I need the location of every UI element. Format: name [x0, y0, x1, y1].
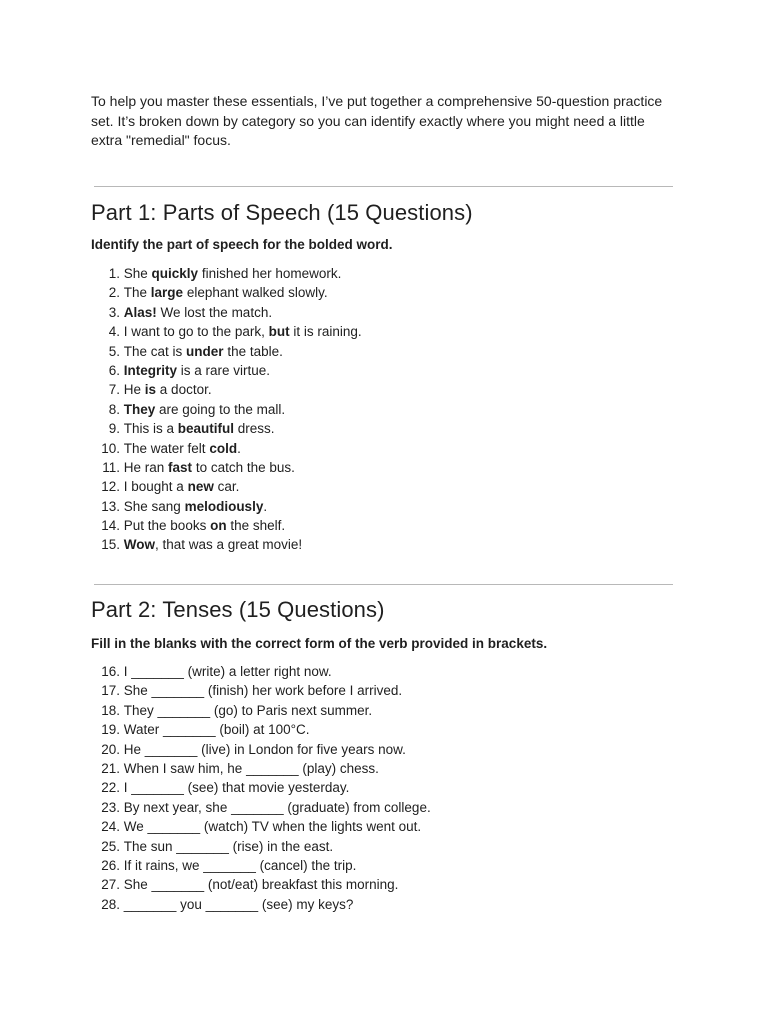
- question-text: She quickly finished her homework.: [123, 266, 342, 281]
- bolded-word: Integrity: [123, 362, 178, 378]
- question-number: 4.: [108, 324, 120, 340]
- list-item: [91, 380, 362, 399]
- question-text: Water _______ (boil) at 100°C.: [123, 722, 310, 738]
- list-item: [91, 778, 431, 797]
- section-divider: [94, 186, 673, 187]
- question-number: 3.: [108, 304, 120, 320]
- question-text: By next year, she _______ (graduate) from college.: [123, 799, 431, 815]
- list-item: [91, 458, 362, 477]
- question-number: 2.: [108, 285, 120, 301]
- question-text: I _______ (see) that movie yesterday.: [123, 780, 350, 796]
- list-item: [91, 477, 362, 496]
- list-item: [91, 681, 431, 700]
- question-number: 18.: [101, 702, 120, 718]
- part1-question-list: [91, 264, 362, 555]
- question-number: 15.: [101, 537, 120, 553]
- part2-instruction: Fill in the blanks with the correct form of the verb provided in brackets.: [91, 636, 548, 651]
- list-item: [91, 342, 362, 361]
- bolded-word: They: [123, 401, 156, 417]
- bolded-word: but: [268, 324, 290, 340]
- list-item: [91, 662, 431, 681]
- question-text: She sang melodiously.: [123, 498, 268, 514]
- list-item: [91, 303, 362, 322]
- question-number: 25.: [101, 838, 120, 854]
- question-text: She _______ (not/eat) breakfast this morning.: [123, 877, 399, 893]
- question-number: 5.: [108, 343, 120, 359]
- question-number: 19.: [101, 722, 120, 738]
- bolded-word: cold: [209, 440, 238, 456]
- question-number: 23.: [101, 799, 120, 815]
- question-text: The sun _______ (rise) in the east.: [123, 838, 334, 854]
- list-item: [91, 817, 431, 836]
- list-item: [91, 837, 431, 856]
- list-item: [91, 497, 362, 516]
- bolded-word: Wow: [123, 537, 156, 553]
- question-text: He ran fast to catch the bus.: [123, 459, 295, 475]
- question-text: This is a beautiful dress.: [123, 421, 275, 437]
- list-item: [91, 439, 362, 458]
- bolded-word: under: [186, 343, 224, 359]
- bolded-word: is: [144, 382, 157, 398]
- part1-heading: Part 1: Parts of Speech (15 Questions): [91, 200, 473, 225]
- question-number: 28.: [101, 896, 120, 912]
- question-number: 26.: [101, 857, 120, 873]
- question-number: 12.: [101, 479, 120, 495]
- question-text: The water felt cold.: [123, 440, 241, 456]
- question-number: 1.: [108, 266, 120, 281]
- intro-paragraph: [91, 92, 691, 151]
- list-item: [91, 283, 362, 302]
- part2-question-list: [91, 662, 431, 914]
- question-number: 20.: [101, 741, 120, 757]
- list-item: [91, 740, 431, 759]
- question-number: 7.: [108, 382, 120, 398]
- bolded-word: beautiful: [177, 421, 235, 437]
- list-item: [91, 322, 362, 341]
- part1-instruction: Identify the part of speech for the bolded word.: [91, 237, 393, 252]
- question-number: 22.: [101, 780, 120, 796]
- list-item: [91, 720, 431, 739]
- bolded-word: Alas!: [123, 304, 157, 320]
- question-text: The cat is under the table.: [123, 343, 283, 359]
- intro-line-1: To help you master these essentials, I’ve put together a comprehensive 50-question practice: [91, 93, 663, 109]
- question-text: _______ you _______ (see) my keys?: [123, 896, 354, 912]
- question-number: 24.: [101, 819, 120, 835]
- list-item: [91, 875, 431, 894]
- question-number: 21.: [101, 760, 120, 776]
- list-item: [91, 419, 362, 438]
- question-text: Alas! We lost the match.: [123, 304, 273, 320]
- question-text: They are going to the mall.: [123, 401, 286, 417]
- question-text: When I saw him, he _______ (play) chess.: [123, 760, 379, 776]
- intro-line-2: set. It’s broken down by category so you can identify exactly where you might need a little: [91, 112, 645, 129]
- question-number: 27.: [101, 877, 120, 893]
- question-number: 13.: [101, 498, 120, 514]
- question-text: He is a doctor.: [123, 382, 212, 398]
- list-item: [91, 516, 362, 535]
- list-item: [91, 856, 431, 875]
- intro-line-3: extra "remedial" focus.: [91, 132, 231, 148]
- question-text: The large elephant walked slowly.: [123, 285, 328, 301]
- question-text: I want to go to the park, but it is raining.: [123, 324, 362, 340]
- bolded-word: melodiously: [184, 498, 264, 514]
- list-item: [91, 759, 431, 778]
- question-text: They _______ (go) to Paris next summer.: [123, 702, 373, 718]
- part2-heading: Part 2: Tenses (15 Questions): [91, 597, 385, 622]
- question-number: 16.: [101, 664, 120, 679]
- list-item: [91, 400, 362, 419]
- question-text: I bought a new car.: [123, 479, 240, 495]
- question-text: Put the books on the shelf.: [123, 518, 286, 534]
- question-number: 9.: [108, 421, 120, 437]
- list-item: [91, 701, 431, 720]
- question-text: She _______ (finish) her work before I arrived.: [123, 683, 403, 699]
- question-text: Wow, that was a great movie!: [123, 537, 303, 553]
- list-item: [91, 361, 362, 380]
- question-text: We _______ (watch) TV when the lights went out.: [123, 819, 422, 835]
- bolded-word: on: [210, 518, 227, 534]
- bolded-word: new: [187, 479, 214, 495]
- bolded-word: fast: [168, 459, 193, 475]
- list-item: [91, 798, 431, 817]
- bolded-word: quickly: [151, 266, 199, 281]
- list-item: [91, 535, 362, 554]
- question-number: 6.: [108, 362, 120, 378]
- question-number: 17.: [101, 683, 120, 699]
- question-number: 10.: [101, 440, 120, 456]
- question-text: He _______ (live) in London for five years now.: [123, 741, 406, 757]
- question-number: 11.: [102, 459, 120, 475]
- question-number: 8.: [108, 401, 120, 417]
- bolded-word: large: [150, 285, 184, 301]
- list-item: [91, 264, 362, 283]
- question-text: I _______ (write) a letter right now.: [123, 664, 332, 679]
- section-divider: [94, 584, 673, 585]
- question-number: 14.: [101, 518, 120, 534]
- list-item: [91, 895, 431, 914]
- question-text: Integrity is a rare virtue.: [123, 362, 271, 378]
- question-text: If it rains, we _______ (cancel) the trip.: [123, 857, 357, 873]
